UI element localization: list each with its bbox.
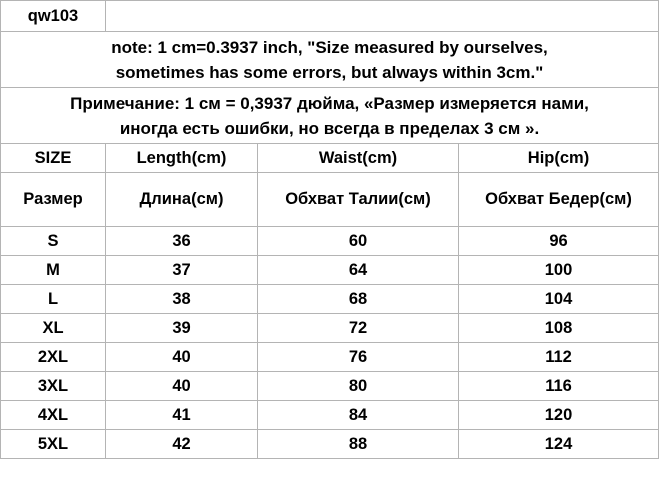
- hip-cell: 108: [459, 314, 659, 343]
- size-cell: 4XL: [1, 401, 106, 430]
- size-cell: L: [1, 285, 106, 314]
- note-english-line-1: note: 1 cm=0.3937 inch, "Size measured by ourselves,: [111, 37, 548, 57]
- header-hip-ru: Обхват Бедер(см): [459, 173, 659, 227]
- table-row: [1, 430, 659, 459]
- waist-cell: 76: [258, 343, 459, 372]
- header-size-ru: Размер: [1, 173, 106, 227]
- length-cell: 37: [106, 256, 258, 285]
- note-russian: [1, 88, 659, 144]
- hip-cell: 96: [459, 227, 659, 256]
- hip-cell: 100: [459, 256, 659, 285]
- note-english: [1, 32, 659, 88]
- waist-cell: 88: [258, 430, 459, 459]
- length-cell: 38: [106, 285, 258, 314]
- note-english-line-2: sometimes has some errors, but always within 3cm.": [115, 62, 544, 82]
- header-size: SIZE: [1, 144, 106, 173]
- waist-cell: 60: [258, 227, 459, 256]
- waist-cell: 80: [258, 372, 459, 401]
- header-english-row: [1, 144, 659, 173]
- note-russian-row: [1, 88, 659, 144]
- header-waist-ru: Обхват Талии(см): [258, 173, 459, 227]
- header-hip: Hip(cm): [459, 144, 659, 173]
- table-row: [1, 343, 659, 372]
- table-row: [1, 256, 659, 285]
- waist-cell: 84: [258, 401, 459, 430]
- length-cell: 36: [106, 227, 258, 256]
- hip-cell: 104: [459, 285, 659, 314]
- header-russian-row: [1, 173, 659, 227]
- note-english-row: [1, 32, 659, 88]
- length-cell: 40: [106, 372, 258, 401]
- header-waist: Waist(cm): [258, 144, 459, 173]
- hip-cell: 116: [459, 372, 659, 401]
- size-cell: 3XL: [1, 372, 106, 401]
- waist-cell: 72: [258, 314, 459, 343]
- note-russian-line-2: иногда есть ошибки, но всегда в пределах 3 см ».: [119, 118, 540, 138]
- hip-cell: 112: [459, 343, 659, 372]
- header-length: Length(cm): [106, 144, 258, 173]
- waist-cell: 64: [258, 256, 459, 285]
- size-cell: XL: [1, 314, 106, 343]
- size-cell: 2XL: [1, 343, 106, 372]
- length-cell: 42: [106, 430, 258, 459]
- table-row: [1, 285, 659, 314]
- length-cell: 39: [106, 314, 258, 343]
- table-row: [1, 401, 659, 430]
- waist-cell: 68: [258, 285, 459, 314]
- note-russian-line-1: Примечание: 1 см = 0,3937 дюйма, «Размер измеряется нами,: [70, 93, 589, 113]
- empty-cell: [106, 1, 659, 32]
- hip-cell: 120: [459, 401, 659, 430]
- size-cell: M: [1, 256, 106, 285]
- header-length-ru: Длина(см): [106, 173, 258, 227]
- table-row: [1, 227, 659, 256]
- length-cell: 41: [106, 401, 258, 430]
- length-cell: 40: [106, 343, 258, 372]
- product-code: qw103: [1, 1, 106, 32]
- table-row: [1, 314, 659, 343]
- size-cell: S: [1, 227, 106, 256]
- table-row: [1, 372, 659, 401]
- size-cell: 5XL: [1, 430, 106, 459]
- product-code-row: [1, 1, 659, 32]
- hip-cell: 124: [459, 430, 659, 459]
